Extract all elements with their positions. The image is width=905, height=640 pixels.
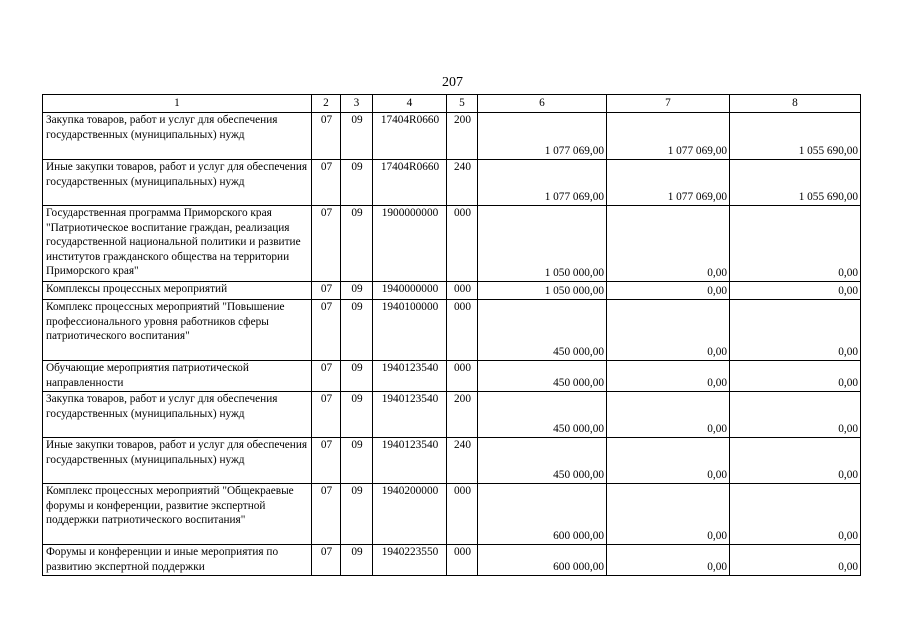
table-row (43, 300, 861, 361)
table-row (43, 392, 861, 438)
expense-type-code: 200 (447, 113, 478, 160)
target-article-code: 1940000000 (373, 282, 447, 300)
subsection-code: 09 (341, 392, 373, 438)
target-article-code: 1900000000 (373, 206, 447, 282)
expense-type-code: 000 (447, 282, 478, 300)
subsection-code: 09 (341, 160, 373, 206)
amount-col7: 0,00 (607, 484, 730, 545)
subsection-code: 09 (341, 438, 373, 484)
amount-col8: 0,00 (730, 545, 861, 576)
table-row (43, 361, 861, 392)
amount-col7: 1 077 069,00 (607, 160, 730, 206)
column-header: 2 (312, 95, 341, 113)
amount-col6: 1 077 069,00 (478, 113, 607, 160)
target-article-code: 17404R0660 (373, 160, 447, 206)
amount-col6: 450 000,00 (478, 392, 607, 438)
amount-col6: 450 000,00 (478, 300, 607, 361)
column-header: 8 (730, 95, 861, 113)
section-code: 07 (312, 300, 341, 361)
target-article-code: 1940100000 (373, 300, 447, 361)
row-name: Иные закупки товаров, работ и услуг для обеспечения государственных (муниципальных) нужд (43, 438, 312, 484)
row-name: Комплекс процессных мероприятий "Общекраевые форумы и конференции, развитие экспертной поддержки патриотического воспитания" (43, 484, 312, 545)
amount-col8: 0,00 (730, 484, 861, 545)
row-name: Иные закупки товаров, работ и услуг для обеспечения государственных (муниципальных) нужд (43, 160, 312, 206)
column-header: 7 (607, 95, 730, 113)
amount-col8: 0,00 (730, 282, 861, 300)
section-code: 07 (312, 438, 341, 484)
table-row (43, 545, 861, 576)
amount-col8: 0,00 (730, 300, 861, 361)
row-name: Государственная программа Приморского края "Патриотическое воспитание граждан, реализация государственной национальной политики и развитие институтов гражданского общества на территории Приморского края" (43, 206, 312, 282)
amount-col6: 1 050 000,00 (478, 206, 607, 282)
expense-type-code: 000 (447, 545, 478, 576)
budget-table (42, 94, 861, 576)
amount-col7: 1 077 069,00 (607, 113, 730, 160)
row-name: Закупка товаров, работ и услуг для обеспечения государственных (муниципальных) нужд (43, 392, 312, 438)
expense-type-code: 000 (447, 361, 478, 392)
table-row (43, 113, 861, 160)
amount-col6: 450 000,00 (478, 438, 607, 484)
expense-type-code: 000 (447, 300, 478, 361)
table-row (43, 282, 861, 300)
section-code: 07 (312, 113, 341, 160)
target-article-code: 1940200000 (373, 484, 447, 545)
target-article-code: 1940123540 (373, 438, 447, 484)
amount-col6: 1 050 000,00 (478, 282, 607, 300)
table-row (43, 206, 861, 282)
subsection-code: 09 (341, 300, 373, 361)
amount-col7: 0,00 (607, 545, 730, 576)
subsection-code: 09 (341, 361, 373, 392)
table-row (43, 438, 861, 484)
section-code: 07 (312, 361, 341, 392)
amount-col7: 0,00 (607, 438, 730, 484)
amount-col7: 0,00 (607, 206, 730, 282)
table-row (43, 484, 861, 545)
amount-col8: 1 055 690,00 (730, 160, 861, 206)
amount-col7: 0,00 (607, 361, 730, 392)
subsection-code: 09 (341, 484, 373, 545)
amount-col8: 0,00 (730, 392, 861, 438)
amount-col8: 0,00 (730, 361, 861, 392)
column-header: 1 (43, 95, 312, 113)
subsection-code: 09 (341, 545, 373, 576)
expense-type-code: 200 (447, 392, 478, 438)
amount-col8: 1 055 690,00 (730, 113, 861, 160)
column-header: 6 (478, 95, 607, 113)
amount-col7: 0,00 (607, 300, 730, 361)
section-code: 07 (312, 392, 341, 438)
column-header: 4 (373, 95, 447, 113)
section-code: 07 (312, 206, 341, 282)
amount-col6: 450 000,00 (478, 361, 607, 392)
amount-col8: 0,00 (730, 438, 861, 484)
table-header-row (43, 95, 861, 113)
expense-type-code: 000 (447, 206, 478, 282)
section-code: 07 (312, 545, 341, 576)
target-article-code: 1940223550 (373, 545, 447, 576)
subsection-code: 09 (341, 113, 373, 160)
target-article-code: 1940123540 (373, 392, 447, 438)
section-code: 07 (312, 160, 341, 206)
amount-col6: 1 077 069,00 (478, 160, 607, 206)
amount-col6: 600 000,00 (478, 484, 607, 545)
amount-col6: 600 000,00 (478, 545, 607, 576)
expense-type-code: 240 (447, 160, 478, 206)
page-number: 207 (442, 75, 463, 90)
column-header: 5 (447, 95, 478, 113)
amount-col7: 0,00 (607, 282, 730, 300)
section-code: 07 (312, 484, 341, 545)
row-name: Обучающие мероприятия патриотической направленности (43, 361, 312, 392)
table-row (43, 160, 861, 206)
expense-type-code: 000 (447, 484, 478, 545)
amount-col7: 0,00 (607, 392, 730, 438)
row-name: Форумы и конференции и иные мероприятия по развитию экспертной поддержки (43, 545, 312, 576)
target-article-code: 17404R0660 (373, 113, 447, 160)
row-name: Закупка товаров, работ и услуг для обеспечения государственных (муниципальных) нужд (43, 113, 312, 160)
amount-col8: 0,00 (730, 206, 861, 282)
row-name: Комплекс процессных мероприятий "Повышение профессионального уровня работников сферы патриотического воспитания" (43, 300, 312, 361)
target-article-code: 1940123540 (373, 361, 447, 392)
row-name: Комплексы процессных мероприятий (43, 282, 312, 300)
column-header: 3 (341, 95, 373, 113)
subsection-code: 09 (341, 282, 373, 300)
subsection-code: 09 (341, 206, 373, 282)
section-code: 07 (312, 282, 341, 300)
expense-type-code: 240 (447, 438, 478, 484)
